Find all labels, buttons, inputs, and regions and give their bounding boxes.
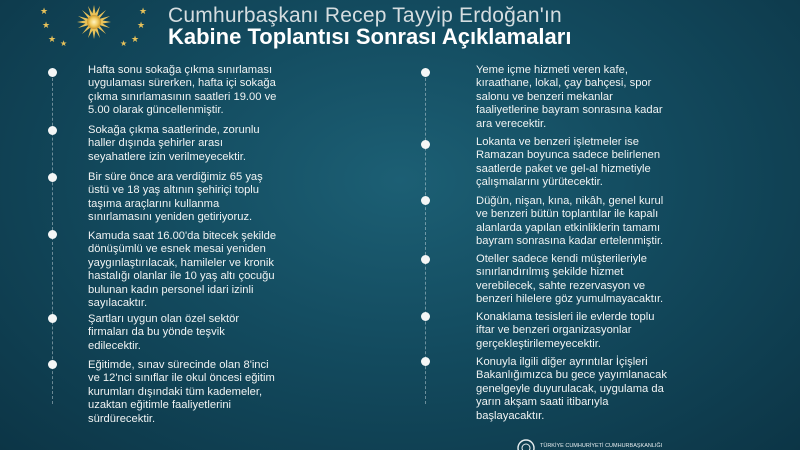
svg-text:★: ★: [40, 7, 49, 17]
timeline-bullet: [48, 173, 57, 182]
announcement-public-sector-hours: Kamuda saat 16.00'da bitecek şekilde dönüşümlü ve esnek mesai yeniden yaygınlaştırılacak, hamileler ve kronik hastalığı olanlar ile 10 yaş altı çocuğu bulunan kadın personel idari izinli sayılacaktır.: [88, 230, 277, 310]
timeline-bullet: [421, 140, 430, 149]
title-presidential-statement: Cumhurbaşkanı Recep Tayyip Erdoğan'ın: [168, 4, 562, 27]
announcement-curfew-hours: Hafta sonu sokağa çıkma sınırlaması uygulaması sürerken, hafta içi sokağa çıkma sınırlamasının saatleri 19.00 ve 5.00 olarak güncellenmiştir.: [88, 64, 277, 117]
presidency-footer-logo: [516, 438, 696, 450]
timeline-bullet: [48, 126, 57, 135]
timeline-bullet: [421, 312, 430, 321]
announcement-restaurants: Lokanta ve benzeri işletmeler ise Ramazan boyunca sadece belirlenen saatlerde paket ve gel-al hizmetiyle çalışmalarını yürütecektir.: [476, 136, 661, 189]
svg-text:★: ★: [48, 35, 57, 45]
timeline-bullet: [48, 68, 57, 77]
footer-logo-text: TÜRKİYE CUMHURİYETİ CUMHURBAŞKANLIĞI: [540, 443, 663, 449]
announcement-details-circular: Konuyla ilgili diğer ayrıntılar İçişleri Bakanlığımızca bu gece yayımlanacak genelgeyle duyurulacak, uygulama da yarın akşam saati itibarıyla başlayacaktır.: [476, 356, 667, 422]
announcement-gatherings: Düğün, nişan, kına, nikâh, genel kurul ve benzeri bütün toplantılar ile kapalı alanlarda yapılan etkinliklerin tamamı bayram sonrasına kadar ertelenmiştir.: [476, 195, 664, 248]
svg-text:★: ★: [131, 35, 140, 45]
timeline-bullet: [421, 357, 430, 366]
title-cabinet-meeting: Kabine Toplantısı Sonrası Açıklamaları: [168, 24, 572, 49]
timeline-bullet: [421, 196, 430, 205]
svg-text:★: ★: [42, 21, 51, 31]
announcement-intercity-travel: Sokağa çıkma saatlerinde, zorunlu haller dışında şehirler arası seyahatlere izin verilmeyecektir.: [88, 124, 260, 163]
timeline-bullet: [421, 68, 430, 77]
svg-text:★: ★: [60, 39, 68, 46]
svg-text:★: ★: [139, 7, 148, 17]
announcement-hotels: Oteller sadece kendi müşterileriyle sınırlandırılmış şekilde hizmet verebilecek, sahte rezervasyon ve benzeri hilelere göz yumulmayacaktır.: [476, 253, 664, 306]
announcement-cafes: Yeme içme hizmeti veren kafe, kıraathane, lokal, çay bahçesi, spor salonu ve benzeri mekanlar faaliyetlerine bayram sonrasına kadar ara verecektir.: [476, 64, 663, 130]
announcement-iftar: Konaklama tesisleri ile evlerde toplu iftar ve benzeri organizasyonlar gerçekleştirilemeyecektir.: [476, 311, 655, 350]
svg-text:★: ★: [137, 21, 146, 31]
presidential-emblem-icon: [38, 2, 150, 46]
right-timeline-divider: [425, 68, 427, 404]
timeline-bullet: [421, 255, 430, 264]
announcement-age-restriction: Bir süre önce ara verdiğimiz 65 yaş üstü ve 18 yaş altının şehiriçi toplu taşıma araçlarını kullanma sınırlamasını yeniden getiriyoruz.: [88, 171, 263, 224]
timeline-bullet: [48, 360, 57, 369]
svg-text:★: ★: [120, 39, 128, 46]
announcement-education: Eğitimde, sınav sürecinde olan 8'inci ve 12'nci sınıflar ile okul öncesi eğitim kurumları dışındaki tüm kademeler, uzaktan eğitimle faaliyetlerini sürdürecektir.: [88, 359, 275, 425]
timeline-bullet: [48, 314, 57, 323]
announcement-private-sector: Şartları uygun olan özel sektör firmaları da bu yönde teşvik edilecektir.: [88, 313, 240, 352]
timeline-bullet: [48, 230, 57, 239]
